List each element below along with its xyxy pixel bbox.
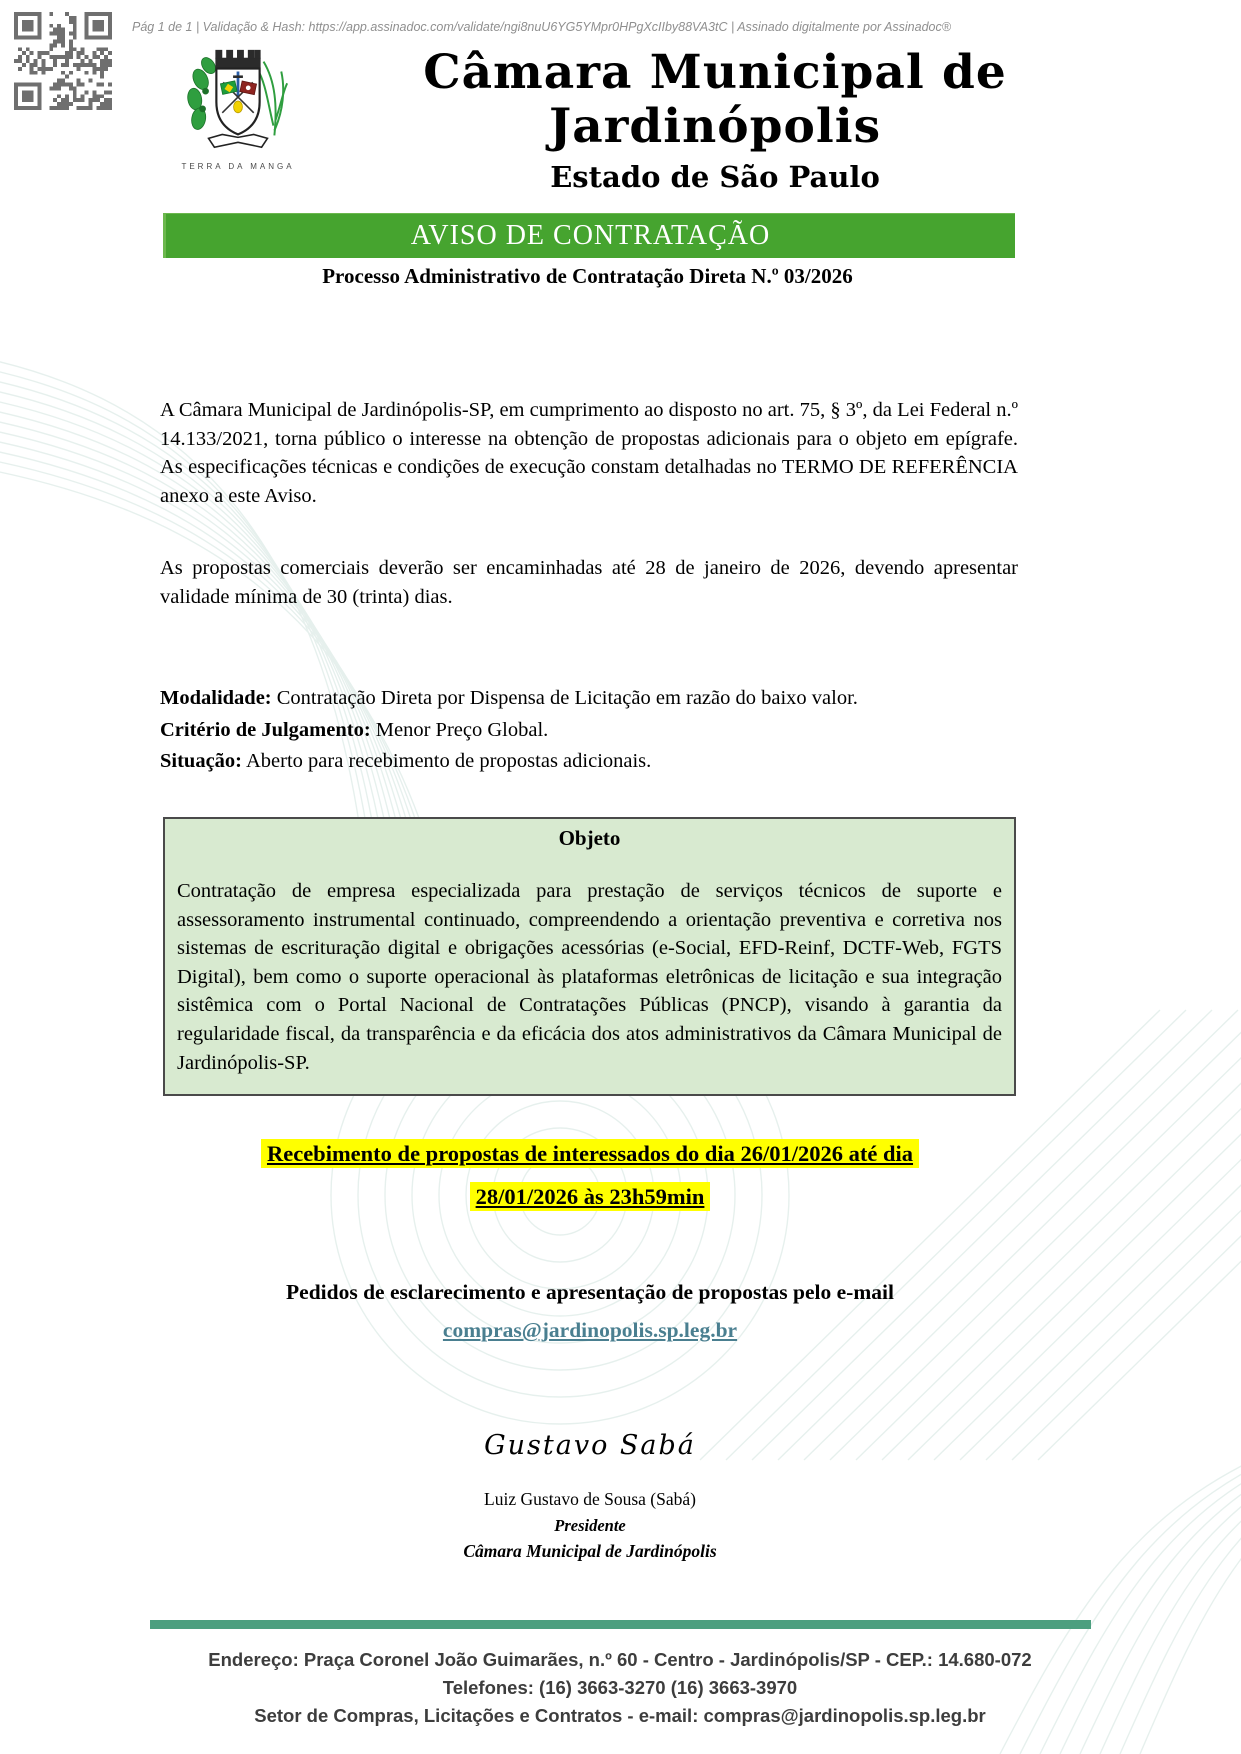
signer-role: Presidente — [554, 1516, 626, 1535]
modalidade-value: Contratação Direta por Dispensa de Licitação em razão do baixo valor. — [271, 687, 858, 709]
procurement-details — [160, 683, 1018, 778]
org-name: Câmara Municipal de Jardinópolis — [423, 45, 1007, 155]
contact-heading: Pedidos de esclarecimento e apresentação de propostas pelo e-mail — [286, 1280, 894, 1304]
objeto-title: Objeto — [558, 826, 621, 850]
footer-address: Endereço: Praça Coronel João Guimarães, n.º 60 - Centro - Jardinópolis/SP - CEP.: 14.680-072 — [208, 1649, 1032, 1670]
objeto-box — [163, 817, 1016, 1096]
coat-of-arms-icon — [179, 42, 297, 160]
notice-banner — [163, 213, 1015, 258]
body-paragraph-2: As propostas comerciais deverão ser encaminhadas até 28 de janeiro de 2026, devendo apresentar validade mínima de 30 (trinta) dias. — [160, 557, 1018, 608]
deadline-line-2: 28/01/2026 às 23h59min — [470, 1182, 711, 1211]
validation-hash-line: Pág 1 de 1 | Validação & Hash: https://app.assinadoc.com/validate/ngi8nuU6YG5YMpr0HPgXcIIby88VA3tC | Assinado digitalmente por Assinadoc® — [132, 20, 951, 34]
signature-script: Gustavo Sabá — [484, 1430, 696, 1461]
objeto-body: Contratação de empresa especializada para prestação de serviços técnicos de suporte e assessoramento instrumental continuado, compreendendo a orientação preventiva e corretiva nos sistemas de escrituração digital e obrigações acessórias (e-Social, EFD-Reinf, DCTF-Web, FGTS Digital), bem como o suporte operacional às plataformas eletrônicas de licitação e sua integração sistêmica com o Portal Nacional de Contratações Públicas (PNCP), visando à garantia da regularidade fiscal, da transparência e da eficácia dos atos administrativos da Câmara Municipal de Jardinópolis-SP. — [177, 880, 1002, 1074]
qr-code-icon — [14, 12, 112, 110]
deadline-line-1: Recebimento de propostas de interessados do dia 26/01/2026 até dia — [261, 1139, 919, 1168]
criterio-label: Critério de Julgamento: — [160, 718, 371, 741]
body-paragraph-1: A Câmara Municipal de Jardinópolis-SP, em cumprimento ao disposto no art. 75, § 3º, da Lei Federal n.º 14.133/2021, torna público o interesse na obtenção de propostas adicionais para o objeto em epígrafe. As especificações técnicas e condições de execução constam detalhadas no TERMO DE REFERÊNCIA anexo a este Aviso. — [160, 399, 1018, 507]
signer-full-name: Luiz Gustavo de Sousa (Sabá) — [484, 1489, 696, 1509]
situacao-value: Aberto para recebimento de propostas adicionais. — [242, 750, 652, 772]
footer-phones: Telefones: (16) 3663-3270 (16) 3663-3970 — [442, 1677, 798, 1698]
modalidade-line — [160, 683, 1018, 715]
footer-divider-bar — [150, 1620, 1091, 1629]
org-subtitle: Estado de São Paulo — [550, 160, 880, 195]
situacao-line — [160, 746, 1018, 778]
crest-motto: TERRA DA MANGA — [181, 162, 295, 171]
signer-org: Câmara Municipal de Jardinópolis — [463, 1541, 717, 1561]
notice-banner-title: AVISO DE CONTRATAÇÃO — [410, 220, 771, 251]
modalidade-label: Modalidade: — [160, 687, 272, 709]
contact-email-link[interactable]: compras@jardinopolis.sp.leg.br — [442, 1318, 738, 1342]
deadline-highlight — [160, 1134, 1020, 1220]
municipal-crest — [173, 42, 303, 171]
situacao-label: Situação: — [160, 750, 242, 772]
criterio-line — [160, 715, 1018, 747]
footer — [70, 1646, 1170, 1730]
process-number-line: Processo Administrativo de Contratação Direta N.º 03/2026 — [322, 264, 853, 288]
footer-sector: Setor de Compras, Licitações e Contratos - e-mail: compras@jardinopolis.sp.leg.br — [254, 1705, 986, 1726]
criterio-value: Menor Preço Global. — [370, 718, 549, 741]
